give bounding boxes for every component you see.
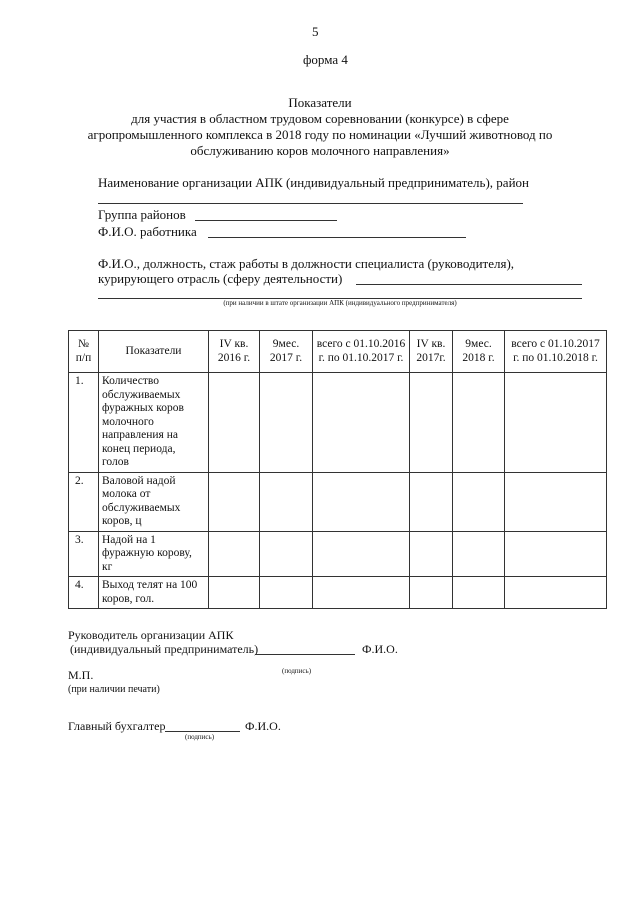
col-header-num: № п/п [69,331,99,373]
data-cell[interactable] [410,373,453,473]
page-number: 5 [312,24,319,39]
head-signature-note: (подпись) [282,667,312,675]
org-name-line[interactable] [98,203,523,204]
data-cell[interactable] [209,577,260,609]
row-label: Количество обслуживаемых фуражных коров молочного направления на конец периода, голов [99,373,209,473]
accountant-signature-line[interactable] [165,731,240,732]
head-signature-line[interactable] [255,654,355,655]
row-label: Валовой надой молока от обслуживаемых коров, ц [99,472,209,531]
row-label: Надой на 1 фуражную корову, кг [99,531,209,577]
data-cell[interactable] [209,472,260,531]
col-header-q4-2016: IV кв. 2016 г. [209,331,260,373]
data-cell[interactable] [209,531,260,577]
data-cell[interactable] [313,577,410,609]
accountant-fio-label: Ф.И.О. [245,719,281,733]
specialist-line-1: Ф.И.О., должность, стаж работы в должности специалиста (руководителя), [98,256,515,271]
data-cell[interactable] [410,577,453,609]
col-header-total-2017-2018: всего с 01.10.2017 г. по 01.10.2018 г. [505,331,607,373]
staff-note: (при наличии в штате организации АПК (индивидуального предпринимателя) [223,299,457,307]
data-cell[interactable] [260,373,313,473]
data-cell[interactable] [453,373,505,473]
data-cell[interactable] [313,531,410,577]
table-row [69,577,607,609]
row-number: 2. [69,472,99,531]
district-group-line[interactable] [195,220,337,221]
data-cell[interactable] [505,472,607,531]
row-label: Выход телят на 100 коров, гол. [99,577,209,609]
org-name-label: Наименование организации АПК (индивидуальный предприниматель), район [98,175,529,190]
accountant-label: Главный бухгалтер [68,719,166,733]
data-cell[interactable] [410,472,453,531]
heading-line-1: для участия в областном трудовом соревновании (конкурсе) в сфере [131,111,509,126]
data-cell[interactable] [209,373,260,473]
table-row [69,531,607,577]
data-cell[interactable] [453,531,505,577]
heading-line-2: агропромышленного комплекса в 2018 году по номинации «Лучший животновод по [87,127,553,142]
row-number: 4. [69,577,99,609]
table-row [69,472,607,531]
data-cell[interactable] [313,373,410,473]
data-cell[interactable] [313,472,410,531]
data-cell[interactable] [505,373,607,473]
accountant-signature-note: (подпись) [185,733,215,741]
worker-name-line[interactable] [208,237,466,238]
data-cell[interactable] [453,472,505,531]
row-number: 1. [69,373,99,473]
stamp-note: (при наличии печати) [68,684,160,695]
col-header-q4-2017: IV кв. 2017г. [410,331,453,373]
head-fio-label: Ф.И.О. [362,642,398,656]
data-cell[interactable] [260,577,313,609]
row-number: 3. [69,531,99,577]
document-title: Показатели [288,95,352,110]
col-header-9m-2017: 9мес. 2017 г. [260,331,313,373]
data-cell[interactable] [260,531,313,577]
col-header-indicators: Показатели [99,331,209,373]
stamp-label: М.П. [68,668,94,682]
specialist-field-line[interactable] [356,284,582,285]
data-cell[interactable] [505,577,607,609]
col-header-total-2016-2017: всего с 01.10.2016 г. по 01.10.2017 г. [313,331,410,373]
data-cell[interactable] [260,472,313,531]
data-cell[interactable] [453,577,505,609]
table-header-row [69,331,607,373]
indicators-table [68,330,607,609]
form-label: форма 4 [303,52,348,67]
data-cell[interactable] [410,531,453,577]
table-row [69,373,607,473]
district-group-label: Группа районов [98,207,186,222]
col-header-9m-2018: 9мес. 2018 г. [453,331,505,373]
specialist-line-2: курирующего отрасль (сферу деятельности) [98,271,343,286]
heading-line-3: обслуживанию коров молочного направления» [190,143,450,158]
data-cell[interactable] [505,531,607,577]
worker-name-label: Ф.И.О. работника [98,224,197,239]
head-label-line-1: Руководитель организации АПК [68,628,234,642]
head-label-line-2: (индивидуальный предприниматель) [70,642,259,656]
